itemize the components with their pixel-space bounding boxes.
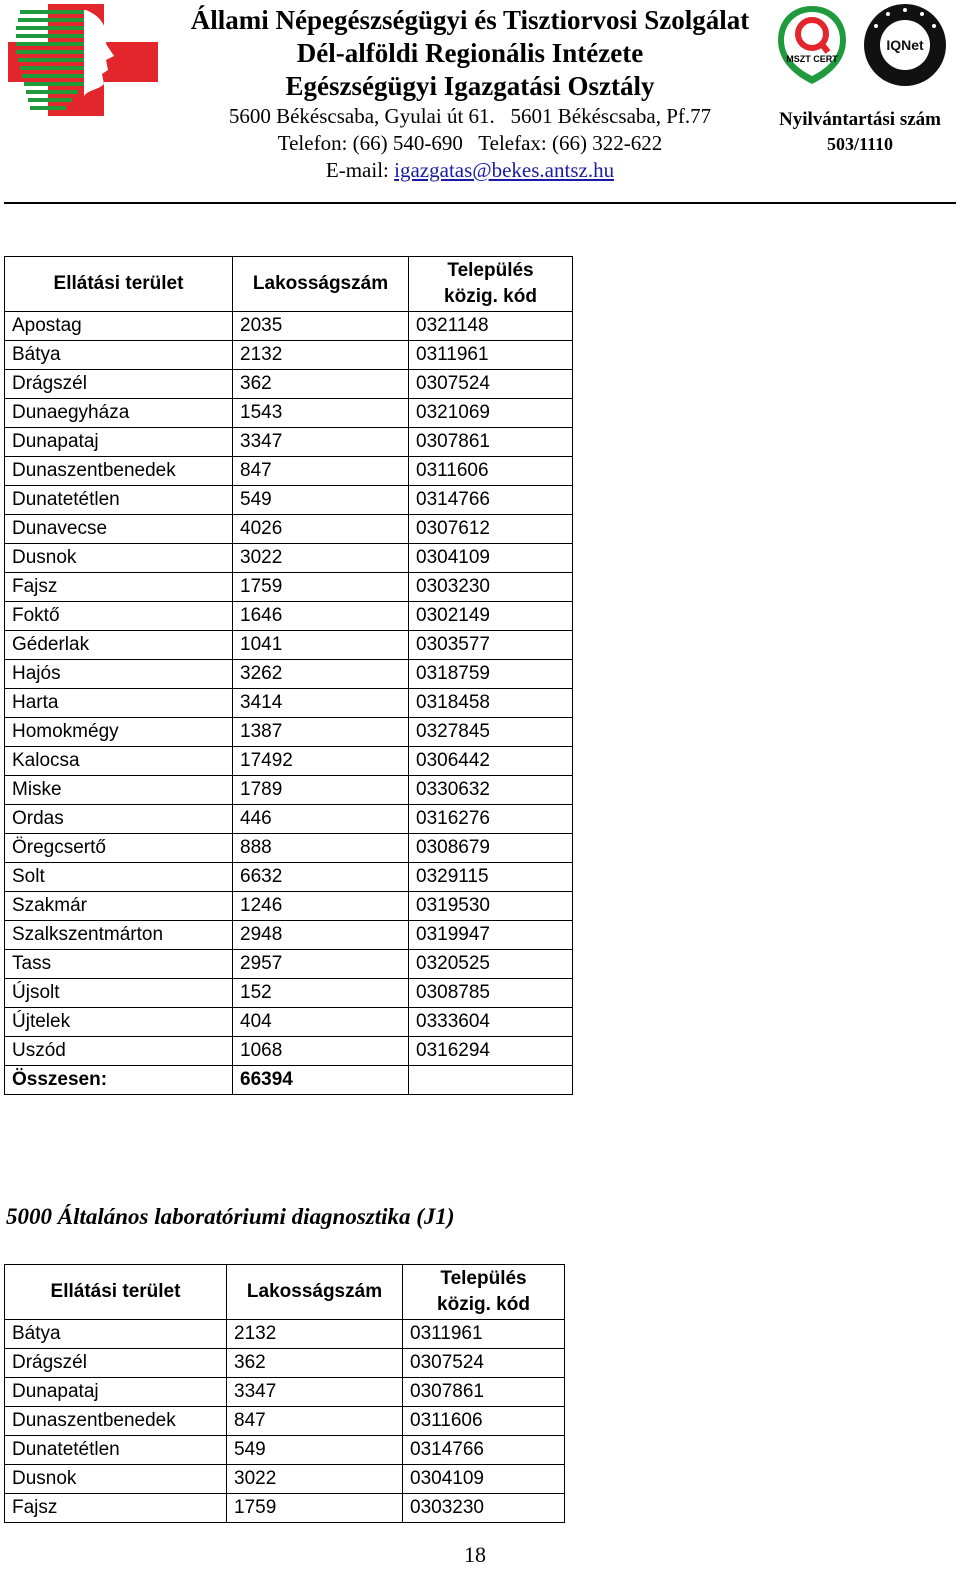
table-row xyxy=(5,660,573,689)
lab-service-area-table xyxy=(4,1264,565,1523)
seal2-label: IQNet xyxy=(886,37,924,53)
area-cell: Homokmégy xyxy=(5,718,233,747)
code-cell: 0314766 xyxy=(409,486,573,515)
area-cell: Hajós xyxy=(5,660,233,689)
area-cell: Kalocsa xyxy=(5,747,233,776)
code-cell: 0307861 xyxy=(403,1378,565,1407)
population-cell: 1041 xyxy=(233,631,409,660)
table-row xyxy=(5,1465,565,1494)
population-cell: 2957 xyxy=(233,950,409,979)
total-label: Összesen: xyxy=(5,1066,233,1095)
population-cell: 847 xyxy=(227,1407,403,1436)
population-cell: 2132 xyxy=(227,1320,403,1349)
code-cell: 0319530 xyxy=(409,892,573,921)
area-cell: Öregcsertő xyxy=(5,834,233,863)
email-label: E-mail: xyxy=(325,158,395,182)
population-cell: 1068 xyxy=(233,1037,409,1066)
population-cell: 3262 xyxy=(233,660,409,689)
population-cell: 2035 xyxy=(233,312,409,341)
mszt-cert-seal xyxy=(776,4,848,86)
population-cell: 1646 xyxy=(233,602,409,631)
code-cell: 0306442 xyxy=(409,747,573,776)
institution-name: Állami Népegészségügyi és Tisztiorvosi Szolgálat xyxy=(190,5,750,35)
code-cell: 0304109 xyxy=(409,544,573,573)
code-cell: 0302149 xyxy=(409,602,573,631)
header-population: Lakosságszám xyxy=(233,257,409,312)
area-cell: Ordas xyxy=(5,805,233,834)
table-row xyxy=(5,312,573,341)
population-cell: 1789 xyxy=(233,776,409,805)
institution-address: 5600 Békéscsaba, Gyulai út 61. 5601 Békéscsaba, Pf.77 xyxy=(228,104,712,128)
table-row xyxy=(5,515,573,544)
antsz-logo xyxy=(8,4,158,116)
population-cell: 4026 xyxy=(233,515,409,544)
header-code: Település közig. kód xyxy=(409,257,573,312)
area-cell: Újsolt xyxy=(5,979,233,1008)
iqnet-seal xyxy=(862,2,948,88)
area-cell: Dusnok xyxy=(5,1465,227,1494)
code-cell: 0308785 xyxy=(409,979,573,1008)
table-row xyxy=(5,631,573,660)
code-cell: 0321069 xyxy=(409,399,573,428)
code-cell: 0311961 xyxy=(403,1320,565,1349)
table-row xyxy=(5,573,573,602)
area-cell: Harta xyxy=(5,689,233,718)
header-area: Ellátási terület xyxy=(5,1265,227,1320)
seal1-label: MSZT CERT xyxy=(786,54,838,64)
total-value: 66394 xyxy=(233,1066,409,1095)
area-cell: Uszód xyxy=(5,1037,233,1066)
table-header-row xyxy=(5,257,573,312)
code-cell: 0314766 xyxy=(403,1436,565,1465)
population-cell: 3347 xyxy=(233,428,409,457)
table-row xyxy=(5,341,573,370)
population-cell: 888 xyxy=(233,834,409,863)
population-cell: 446 xyxy=(233,805,409,834)
table-row xyxy=(5,399,573,428)
table-row xyxy=(5,689,573,718)
code-cell: 0316294 xyxy=(409,1037,573,1066)
population-cell: 549 xyxy=(233,486,409,515)
population-cell: 362 xyxy=(233,370,409,399)
total-row xyxy=(5,1066,573,1095)
population-cell: 17492 xyxy=(233,747,409,776)
area-cell: Dunaszentbenedek xyxy=(5,457,233,486)
table-row xyxy=(5,776,573,805)
table-row xyxy=(5,1008,573,1037)
population-cell: 3347 xyxy=(227,1378,403,1407)
area-cell: Dunaegyháza xyxy=(5,399,233,428)
institution-department: Egészségügyi Igazgatási Osztály xyxy=(285,71,655,101)
code-cell: 0311606 xyxy=(403,1407,565,1436)
code-cell: 0307524 xyxy=(403,1349,565,1378)
code-cell: 0329115 xyxy=(409,863,573,892)
population-cell: 2132 xyxy=(233,341,409,370)
institution-header xyxy=(160,4,780,184)
total-empty-cell xyxy=(409,1066,573,1095)
code-cell: 0311961 xyxy=(409,341,573,370)
population-cell: 362 xyxy=(227,1349,403,1378)
code-cell: 0307524 xyxy=(409,370,573,399)
section-title: 5000 Általános laboratóriumi diagnosztika (J1) xyxy=(6,1204,455,1229)
table-row xyxy=(5,1436,565,1465)
code-cell: 0327845 xyxy=(409,718,573,747)
registration-label: Nyilvántartási szám xyxy=(778,109,941,130)
table-row xyxy=(5,979,573,1008)
email-link[interactable]: igazgatas@bekes.antsz.hu xyxy=(394,158,615,182)
table-row xyxy=(5,1378,565,1407)
registration-number: 503/1110 xyxy=(826,134,893,154)
code-cell: 0304109 xyxy=(403,1465,565,1494)
population-cell: 3022 xyxy=(227,1465,403,1494)
code-cell: 0307612 xyxy=(409,515,573,544)
population-cell: 1759 xyxy=(227,1494,403,1523)
population-cell: 3022 xyxy=(233,544,409,573)
table-row xyxy=(5,921,573,950)
code-cell: 0311606 xyxy=(409,457,573,486)
header-divider xyxy=(4,202,956,204)
code-cell: 0330632 xyxy=(409,776,573,805)
area-cell: Fajsz xyxy=(5,1494,227,1523)
population-cell: 6632 xyxy=(233,863,409,892)
population-cell: 1246 xyxy=(233,892,409,921)
area-cell: Géderlak xyxy=(5,631,233,660)
area-cell: Dusnok xyxy=(5,544,233,573)
table-row xyxy=(5,1494,565,1523)
institution-email-line xyxy=(160,157,780,184)
area-cell: Dunapataj xyxy=(5,428,233,457)
area-cell: Szalkszentmárton xyxy=(5,921,233,950)
table-row xyxy=(5,1320,565,1349)
service-area-table xyxy=(4,256,573,1095)
population-cell: 404 xyxy=(233,1008,409,1037)
code-cell: 0318759 xyxy=(409,660,573,689)
area-cell: Bátya xyxy=(5,1320,227,1349)
area-cell: Miske xyxy=(5,776,233,805)
area-cell: Dunavecse xyxy=(5,515,233,544)
table-row xyxy=(5,428,573,457)
header-population: Lakosságszám xyxy=(227,1265,403,1320)
table-row xyxy=(5,950,573,979)
area-cell: Dunatetétlen xyxy=(5,486,233,515)
population-cell: 1759 xyxy=(233,573,409,602)
population-cell: 1387 xyxy=(233,718,409,747)
area-cell: Drágszél xyxy=(5,1349,227,1378)
code-cell: 0333604 xyxy=(409,1008,573,1037)
header-code: Település közig. kód xyxy=(403,1265,565,1320)
area-cell: Fajsz xyxy=(5,573,233,602)
area-cell: Dunaszentbenedek xyxy=(5,1407,227,1436)
population-cell: 847 xyxy=(233,457,409,486)
table-row xyxy=(5,370,573,399)
table-header-row xyxy=(5,1265,565,1320)
table-row xyxy=(5,544,573,573)
table-row xyxy=(5,602,573,631)
table-row xyxy=(5,457,573,486)
code-cell: 0308679 xyxy=(409,834,573,863)
code-cell: 0316276 xyxy=(409,805,573,834)
table-row xyxy=(5,863,573,892)
registration-block xyxy=(762,108,958,156)
population-cell: 2948 xyxy=(233,921,409,950)
area-cell: Foktő xyxy=(5,602,233,631)
code-cell: 0303230 xyxy=(403,1494,565,1523)
institution-region: Dél-alföldi Regionális Intézete xyxy=(296,38,644,68)
institution-phone: Telefon: (66) 540-690 Telefax: (66) 322-622 xyxy=(277,131,663,155)
table-row xyxy=(5,1037,573,1066)
table-row xyxy=(5,747,573,776)
area-cell: Újtelek xyxy=(5,1008,233,1037)
code-cell: 0320525 xyxy=(409,950,573,979)
area-cell: Szakmár xyxy=(5,892,233,921)
table-row xyxy=(5,805,573,834)
population-cell: 549 xyxy=(227,1436,403,1465)
area-cell: Drágszél xyxy=(5,370,233,399)
code-cell: 0319947 xyxy=(409,921,573,950)
population-cell: 1543 xyxy=(233,399,409,428)
area-cell: Dunapataj xyxy=(5,1378,227,1407)
area-cell: Tass xyxy=(5,950,233,979)
code-cell: 0303577 xyxy=(409,631,573,660)
area-cell: Bátya xyxy=(5,341,233,370)
code-cell: 0307861 xyxy=(409,428,573,457)
table-row xyxy=(5,718,573,747)
table-row xyxy=(5,1349,565,1378)
table-row xyxy=(5,834,573,863)
code-cell: 0303230 xyxy=(409,573,573,602)
area-cell: Apostag xyxy=(5,312,233,341)
table-row xyxy=(5,892,573,921)
table-row xyxy=(5,486,573,515)
page-number: 18 xyxy=(464,1542,486,1567)
table-row xyxy=(5,1407,565,1436)
header-area: Ellátási terület xyxy=(5,257,233,312)
code-cell: 0321148 xyxy=(409,312,573,341)
area-cell: Solt xyxy=(5,863,233,892)
population-cell: 3414 xyxy=(233,689,409,718)
area-cell: Dunatetétlen xyxy=(5,1436,227,1465)
code-cell: 0318458 xyxy=(409,689,573,718)
population-cell: 152 xyxy=(233,979,409,1008)
